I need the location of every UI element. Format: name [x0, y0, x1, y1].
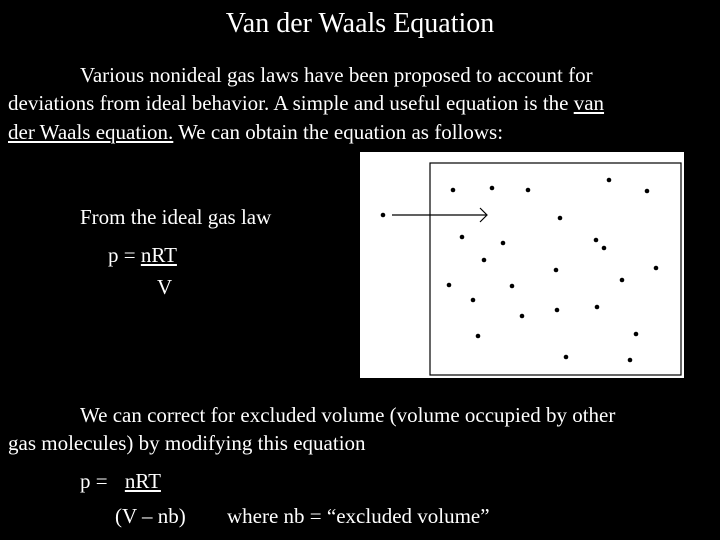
gas-molecules [381, 178, 659, 363]
molecule [526, 188, 531, 193]
molecule [594, 238, 599, 243]
molecule [451, 188, 456, 193]
correction-line-2: gas molecules) by modifying this equation [8, 431, 366, 455]
gas-particles-svg [360, 152, 684, 378]
molecule [645, 189, 650, 194]
excluded-volume-note: where nb = “excluded volume” [227, 504, 490, 528]
corrected-denominator: (V – nb) [115, 504, 186, 528]
corrected-numerator: nRT [124, 469, 161, 493]
intro-line-1: Various nonideal gas laws have been proposed to account for [80, 63, 593, 87]
ideal-gas-equation-top [108, 241, 177, 269]
intro-line-2 [8, 89, 604, 117]
van-der-waals-term-end: der Waals equation. [8, 120, 174, 144]
intro-line-3 [8, 118, 503, 146]
molecule [554, 268, 559, 273]
corrected-equation-top [80, 467, 161, 495]
molecule [564, 355, 569, 360]
intro-line-3-text: We can obtain the equation as follows: [173, 120, 504, 144]
molecule [555, 308, 560, 313]
molecule [558, 216, 563, 221]
ideal-gas-denominator: V [157, 275, 173, 299]
molecule [595, 305, 600, 310]
molecule [381, 213, 386, 218]
molecule [447, 283, 452, 288]
molecule [501, 241, 506, 246]
molecule [471, 298, 476, 303]
van-der-waals-term-start: van [573, 91, 605, 115]
molecule [476, 334, 481, 339]
gas-particles-diagram [360, 152, 684, 378]
corrected-lhs: p = [80, 469, 113, 493]
ideal-gas-numerator: nRT [140, 243, 177, 267]
ideal-gas-lhs: p = [108, 243, 141, 267]
correction-line-1: We can correct for excluded volume (volume occupied by other [80, 403, 616, 427]
molecule [607, 178, 612, 183]
ideal-gas-label: From the ideal gas law [80, 205, 272, 229]
molecule [520, 314, 525, 319]
molecule [602, 246, 607, 251]
molecule [628, 358, 633, 363]
molecule [654, 266, 659, 271]
slide-title: Van der Waals Equation [225, 8, 495, 39]
molecule [510, 284, 515, 289]
molecule [634, 332, 639, 337]
molecule [482, 258, 487, 263]
intro-line-2-text: deviations from ideal behavior. A simple and useful equation is the [8, 91, 574, 115]
molecule [460, 235, 465, 240]
molecule [490, 186, 495, 191]
molecule [620, 278, 625, 283]
